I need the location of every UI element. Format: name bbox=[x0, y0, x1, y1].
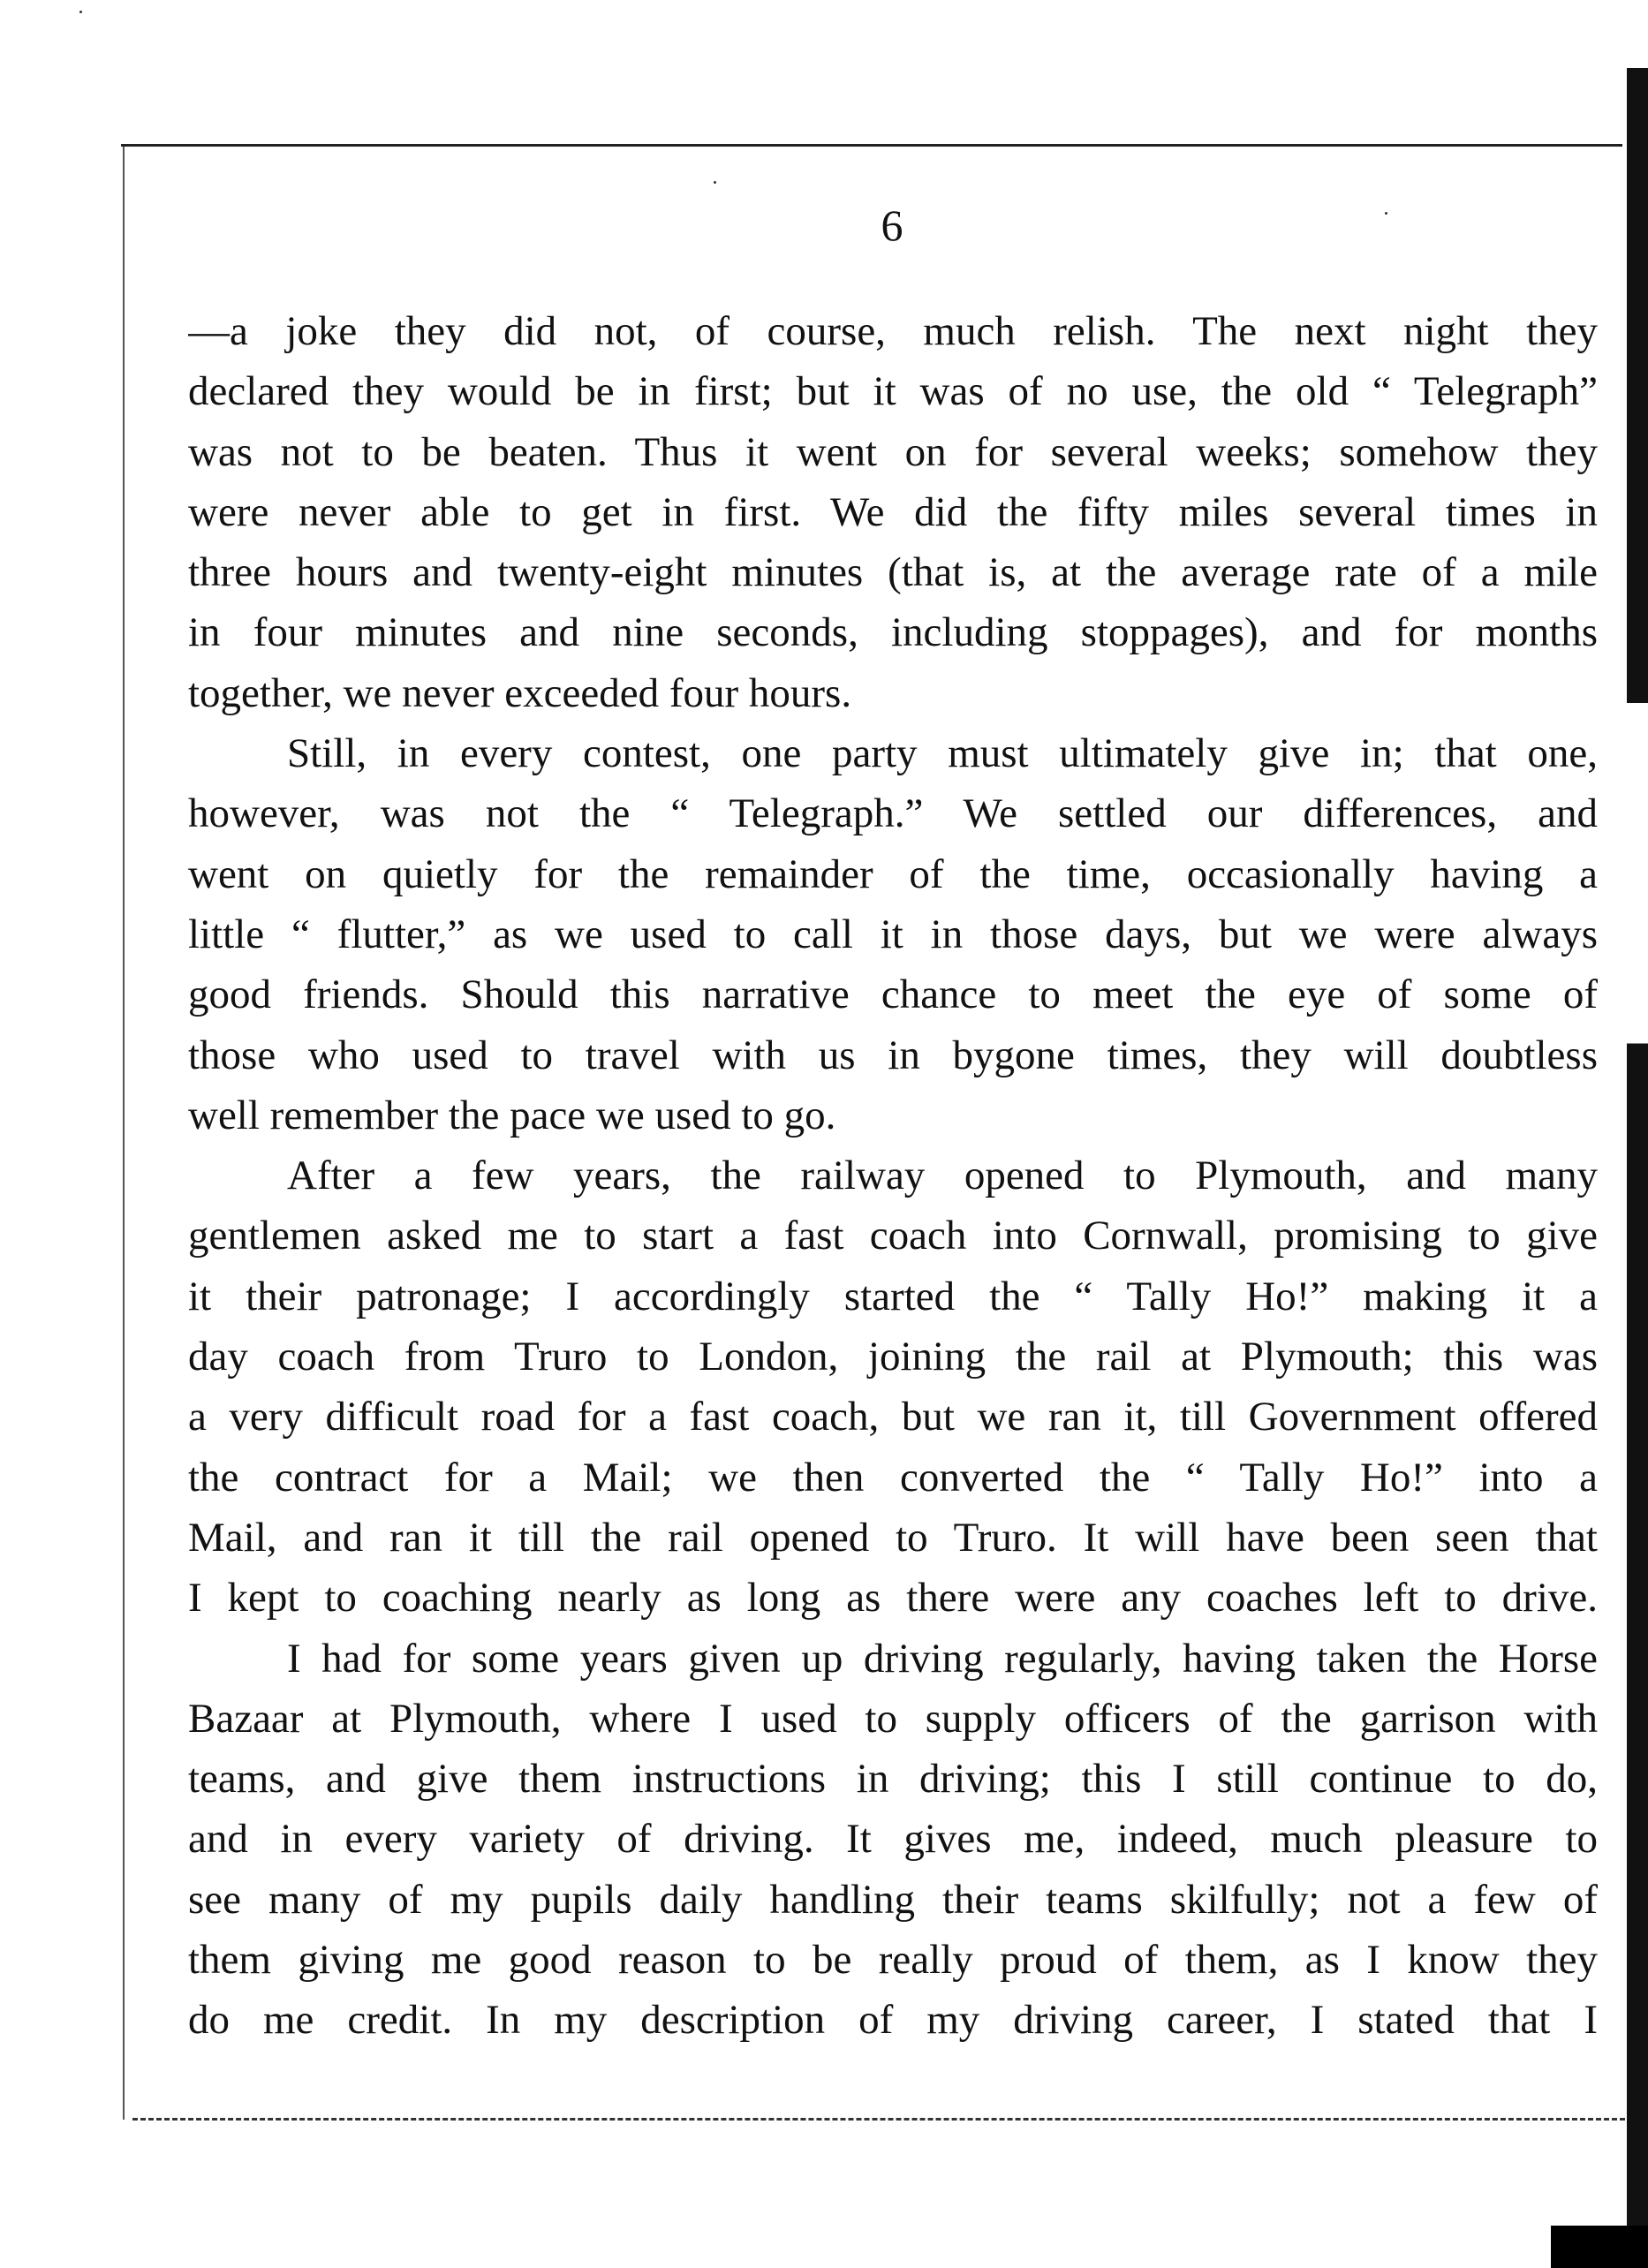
ink-speck bbox=[714, 181, 716, 184]
ink-speck bbox=[79, 11, 82, 13]
text-line: together, we never exceeded four hours. bbox=[188, 669, 852, 716]
page-number: 6 bbox=[881, 200, 903, 250]
text-line: were never able to get in first. We did the fifty miles several times in bbox=[188, 488, 1598, 535]
text-line: them giving me good reason to be really proud of them, as I know they bbox=[188, 1937, 1598, 1984]
paragraph bbox=[188, 723, 1598, 1145]
text-line: After a few years, the railway opened to Plymouth, and many bbox=[287, 1153, 1598, 1199]
text-line: those who used to travel with us in bygone times, they will doubtless bbox=[188, 1032, 1598, 1078]
paragraph bbox=[188, 1629, 1598, 2051]
text-line: teams, and give them instructions in driving; this I still continue to do, bbox=[188, 1756, 1598, 1803]
scan-edge-shadow bbox=[1627, 0, 1648, 2268]
text-line: was not to be beaten. Thus it went on for several weeks; somehow they bbox=[188, 428, 1598, 475]
text-line: do me credit. In my description of my driving career, I stated that I bbox=[188, 1997, 1598, 2044]
text-line: day coach from Truro to London, joining the rail at Plymouth; this was bbox=[188, 1334, 1598, 1380]
text-line: little “ flutter,” as we used to call it in those days, but we were always bbox=[188, 911, 1598, 957]
page-border-top bbox=[121, 144, 1622, 147]
text-line: Mail, and ran it till the rail opened to Truro. It will have been seen that bbox=[188, 1514, 1598, 1561]
text-line: I had for some years given up driving regularly, having taken the Horse bbox=[287, 1635, 1598, 1682]
scan-corner-shadow bbox=[1551, 2226, 1648, 2268]
text-line: it their patronage; I accordingly started the “ Tally Ho!” making it a bbox=[188, 1273, 1598, 1319]
text-line: and in every variety of driving. It gives me, indeed, much pleasure to bbox=[188, 1816, 1598, 1863]
text-line: the contract for a Mail; we then converted the “ Tally Ho!” into a bbox=[188, 1454, 1598, 1501]
text-line: in four minutes and nine seconds, including stoppages), and for months bbox=[188, 609, 1598, 656]
paragraph bbox=[188, 301, 1598, 723]
text-line: a very difficult road for a fast coach, but we ran it, till Government offered bbox=[188, 1394, 1598, 1440]
text-line: however, was not the “ Telegraph.” We settled our differences, and bbox=[188, 790, 1598, 837]
paragraph bbox=[188, 1145, 1598, 1628]
text-line: good friends. Should this narrative chance to meet the eye of some of bbox=[188, 971, 1598, 1018]
text-line: see many of my pupils daily handling their teams skilfully; not a few of bbox=[188, 1876, 1598, 1923]
body-text bbox=[188, 301, 1598, 2051]
text-line: well remember the pace we used to go. bbox=[188, 1092, 836, 1138]
text-line: Bazaar at Plymouth, where I used to supply officers of the garrison with bbox=[188, 1695, 1598, 1742]
page-border-bottom bbox=[132, 2118, 1625, 2121]
text-line: three hours and twenty-eight minutes (that is, at the average rate of a mile bbox=[188, 549, 1598, 596]
text-line: I kept to coaching nearly as long as there were any coaches left to drive. bbox=[188, 1575, 1598, 1622]
text-line: went on quietly for the remainder of the time, occasionally having a bbox=[188, 850, 1598, 897]
text-line: gentlemen asked me to start a fast coach into Cornwall, promising to give bbox=[188, 1213, 1598, 1259]
page-border-left bbox=[123, 147, 125, 2120]
text-line: declared they would be in first; but it was of no use, the old “ Telegraph” bbox=[188, 368, 1598, 415]
text-line: Still, in every contest, one party must ultimately give in; that one, bbox=[287, 730, 1598, 777]
text-line: —a joke they did not, of course, much relish. The next night they bbox=[188, 308, 1598, 354]
